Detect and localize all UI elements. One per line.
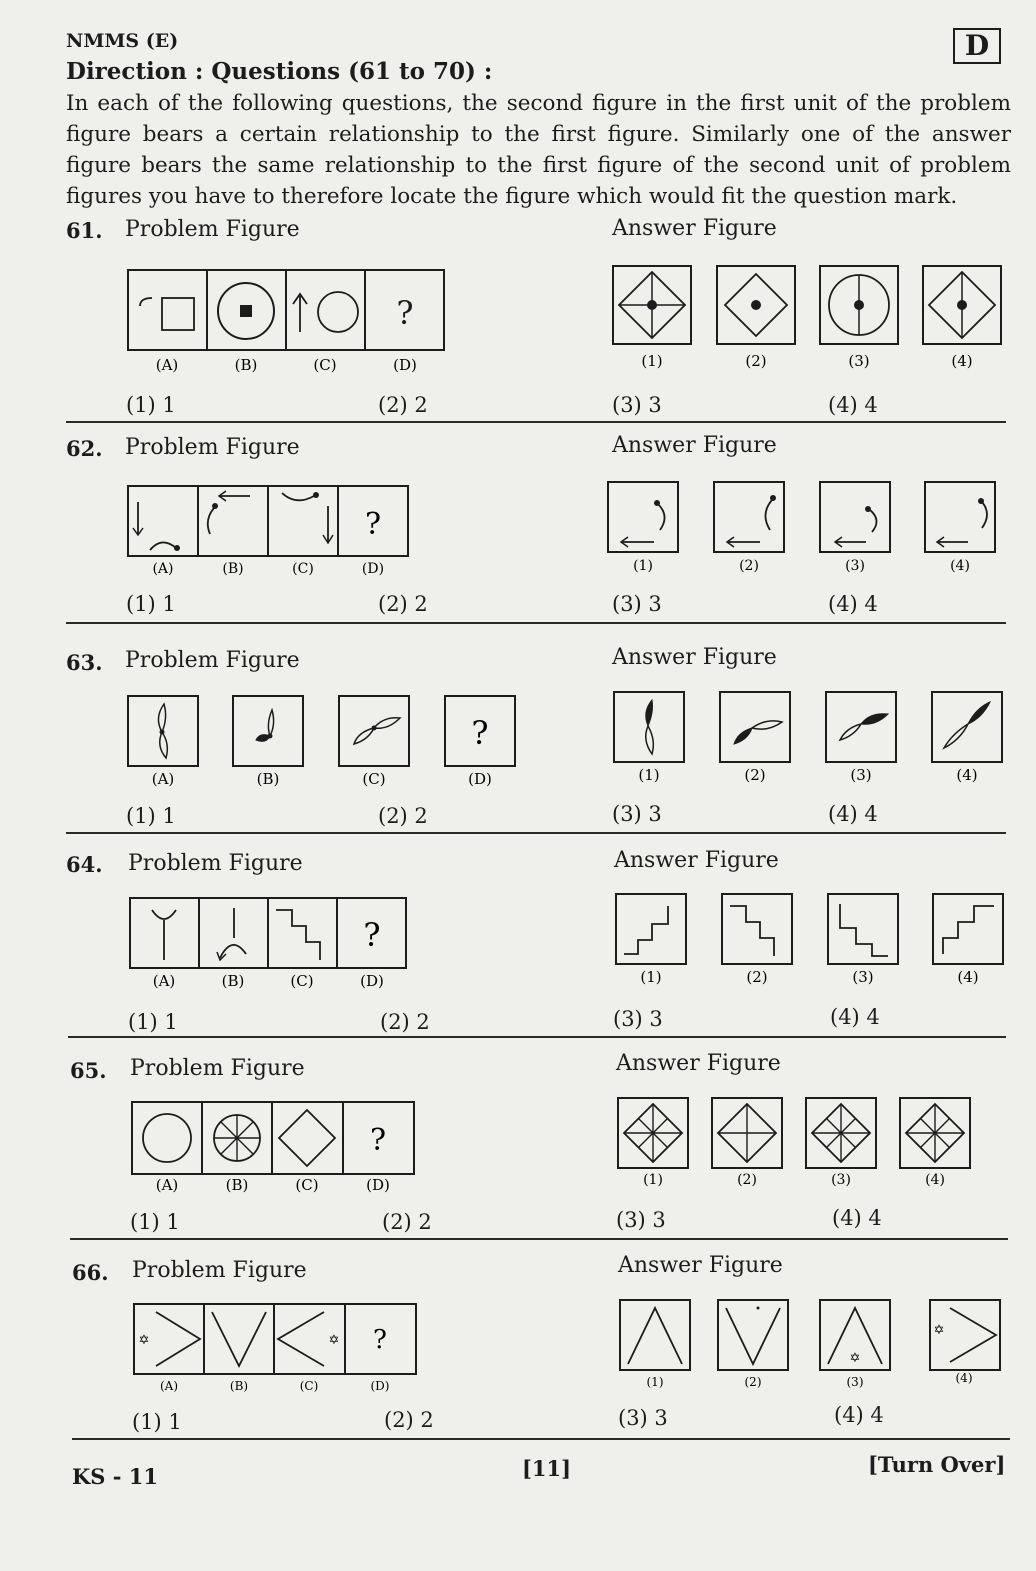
option-1[interactable]: (1) 1 — [126, 393, 176, 417]
panel-label: (1) — [641, 352, 663, 370]
question-number: 64. — [66, 852, 103, 877]
divider — [66, 622, 1006, 624]
panel-label: (B) — [225, 1176, 249, 1194]
problem-figure-title: Problem Figure — [132, 1258, 307, 1283]
option-1[interactable]: (1) 1 — [132, 1410, 182, 1434]
exam-code: NMMS (E) — [66, 30, 179, 52]
panel-label: (1) — [643, 1172, 663, 1188]
panel-label: (D) — [361, 561, 385, 577]
q63-problem-figure — [120, 688, 530, 792]
option-2[interactable]: (2) 2 — [382, 1210, 432, 1234]
panel-label: (A) — [159, 1379, 179, 1393]
question-mark: ? — [364, 507, 382, 542]
svg-text:✡: ✡ — [933, 1323, 945, 1338]
answer-figure-title: Answer Figure — [612, 216, 777, 241]
question-number: 61. — [66, 218, 103, 243]
option-2[interactable]: (2) 2 — [380, 1010, 430, 1034]
q65-answer-figure — [610, 1090, 982, 1192]
question-mark: ? — [363, 916, 381, 954]
panel-label: (B) — [229, 1379, 249, 1393]
panel-label: (4) — [950, 558, 970, 574]
panel-label: (C) — [362, 770, 386, 788]
panel-label: (A) — [152, 972, 176, 990]
panel-label: (B) — [222, 561, 244, 577]
q64-problem-figure — [122, 890, 418, 994]
problem-figure-title: Problem Figure — [125, 435, 300, 460]
question-number: 63. — [66, 650, 103, 675]
panel-label: (1) — [640, 968, 662, 986]
panel-label: (D) — [468, 770, 492, 788]
problem-figure-title: Problem Figure — [125, 648, 300, 673]
q66-answer-figure — [612, 1292, 1008, 1394]
panel-label: (1) — [638, 766, 660, 784]
option-3[interactable]: (3) 3 — [613, 1007, 663, 1031]
option-1[interactable]: (1) 1 — [130, 1210, 180, 1234]
option-3[interactable]: (3) 3 — [618, 1406, 668, 1430]
option-1[interactable]: (1) 1 — [128, 1010, 178, 1034]
panel-label: (D) — [370, 1379, 390, 1393]
panel-label: (2) — [745, 352, 767, 370]
divider — [72, 1438, 1010, 1440]
question-number: 62. — [66, 436, 103, 461]
answer-figure-title: Answer Figure — [618, 1253, 783, 1278]
panel-label: (3) — [845, 558, 865, 574]
q63-answer-figure — [606, 684, 1010, 788]
panel-label: (2) — [744, 766, 766, 784]
option-4[interactable]: (4) 4 — [828, 393, 878, 417]
option-4[interactable]: (4) 4 — [828, 592, 878, 616]
option-1[interactable]: (1) 1 — [126, 804, 176, 828]
q66-problem-figure — [126, 1296, 426, 1396]
q62-answer-figure — [600, 474, 1010, 580]
panel-label: (2) — [744, 1375, 762, 1389]
divider — [66, 421, 1006, 423]
panel-label: (C) — [295, 1176, 319, 1194]
question-mark: ? — [471, 714, 489, 752]
svg-text:✡: ✡ — [328, 1333, 340, 1348]
problem-figure-title: Problem Figure — [128, 851, 303, 876]
option-4[interactable]: (4) 4 — [832, 1206, 882, 1230]
q61-answer-figure — [605, 258, 1015, 378]
panel-label: (4) — [955, 1371, 973, 1385]
panel-label: (4) — [951, 352, 973, 370]
panel-label: (B) — [221, 972, 245, 990]
q64-answer-figure — [608, 886, 1010, 990]
option-2[interactable]: (2) 2 — [378, 804, 428, 828]
question-mark: ? — [369, 1123, 387, 1158]
panel-label: (3) — [850, 766, 872, 784]
panel-label: (4) — [925, 1172, 945, 1188]
turn-over-label: [Turn Over] — [868, 1452, 1006, 1477]
panel-label: (C) — [292, 561, 314, 577]
panel-label: (3) — [831, 1172, 851, 1188]
option-4[interactable]: (4) 4 — [834, 1403, 884, 1427]
panel-label: (2) — [746, 968, 768, 986]
direction-title: Direction : Questions (61 to 70) : — [66, 58, 493, 85]
panel-label: (4) — [956, 766, 978, 784]
svg-text:✡: ✡ — [138, 1333, 150, 1348]
option-3[interactable]: (3) 3 — [616, 1208, 666, 1232]
panel-label: (2) — [739, 558, 759, 574]
divider — [70, 1238, 1008, 1240]
panel-label: (D) — [366, 1176, 390, 1194]
panel-label: (3) — [846, 1375, 864, 1389]
question-mark: ? — [396, 294, 414, 332]
panel-label: (3) — [852, 968, 874, 986]
panel-label: (3) — [848, 352, 870, 370]
panel-label: (C) — [299, 1379, 319, 1393]
panel-label: (C) — [290, 972, 314, 990]
option-4[interactable]: (4) 4 — [830, 1005, 880, 1029]
problem-figure-title: Problem Figure — [125, 217, 300, 242]
panel-label: (A) — [152, 561, 174, 577]
panel-label: (2) — [737, 1172, 757, 1188]
panel-label: (A) — [155, 356, 179, 374]
question-number: 65. — [70, 1058, 107, 1083]
panel-label: (1) — [646, 1375, 664, 1389]
q61-problem-figure — [120, 262, 455, 382]
option-4[interactable]: (4) 4 — [828, 802, 878, 826]
problem-figure-title: Problem Figure — [130, 1056, 305, 1081]
footer-code: KS - 11 — [72, 1464, 158, 1489]
panel-label: (1) — [633, 558, 653, 574]
page-number: [11] — [522, 1456, 572, 1481]
answer-figure-title: Answer Figure — [612, 645, 777, 670]
option-2[interactable]: (2) 2 — [378, 393, 428, 417]
answer-figure-title: Answer Figure — [612, 433, 777, 458]
answer-figure-title: Answer Figure — [616, 1051, 781, 1076]
question-mark: ? — [373, 1325, 387, 1355]
q62-problem-figure — [120, 478, 420, 578]
divider — [68, 1036, 1006, 1038]
panel-label: (D) — [393, 356, 417, 374]
option-1[interactable]: (1) 1 — [126, 592, 176, 616]
panel-label: (D) — [360, 972, 384, 990]
option-3[interactable]: (3) 3 — [612, 393, 662, 417]
set-code-badge: D — [953, 28, 1001, 64]
panel-label: (4) — [957, 968, 979, 986]
panel-label: (A) — [155, 1176, 179, 1194]
panel-label: (A) — [151, 770, 175, 788]
option-3[interactable]: (3) 3 — [612, 802, 662, 826]
question-number: 66. — [72, 1260, 109, 1285]
panel-label: (B) — [256, 770, 280, 788]
panel-label: (C) — [313, 356, 337, 374]
divider — [66, 832, 1006, 834]
option-3[interactable]: (3) 3 — [612, 592, 662, 616]
option-2[interactable]: (2) 2 — [384, 1408, 434, 1432]
instructions-paragraph: In each of the following questions, the second figure in the first unit of the problem figure bears a certain relationship to the first figure. Similarly one of the answer figure bears the same relationship to the first figure of the second unit of problem figures you have to therefore locate the figure which would fit the question mark. — [66, 91, 1011, 209]
q65-problem-figure — [124, 1094, 424, 1198]
svg-text:✡: ✡ — [849, 1351, 861, 1366]
answer-figure-title: Answer Figure — [614, 848, 779, 873]
panel-label: (B) — [234, 356, 258, 374]
option-2[interactable]: (2) 2 — [378, 592, 428, 616]
